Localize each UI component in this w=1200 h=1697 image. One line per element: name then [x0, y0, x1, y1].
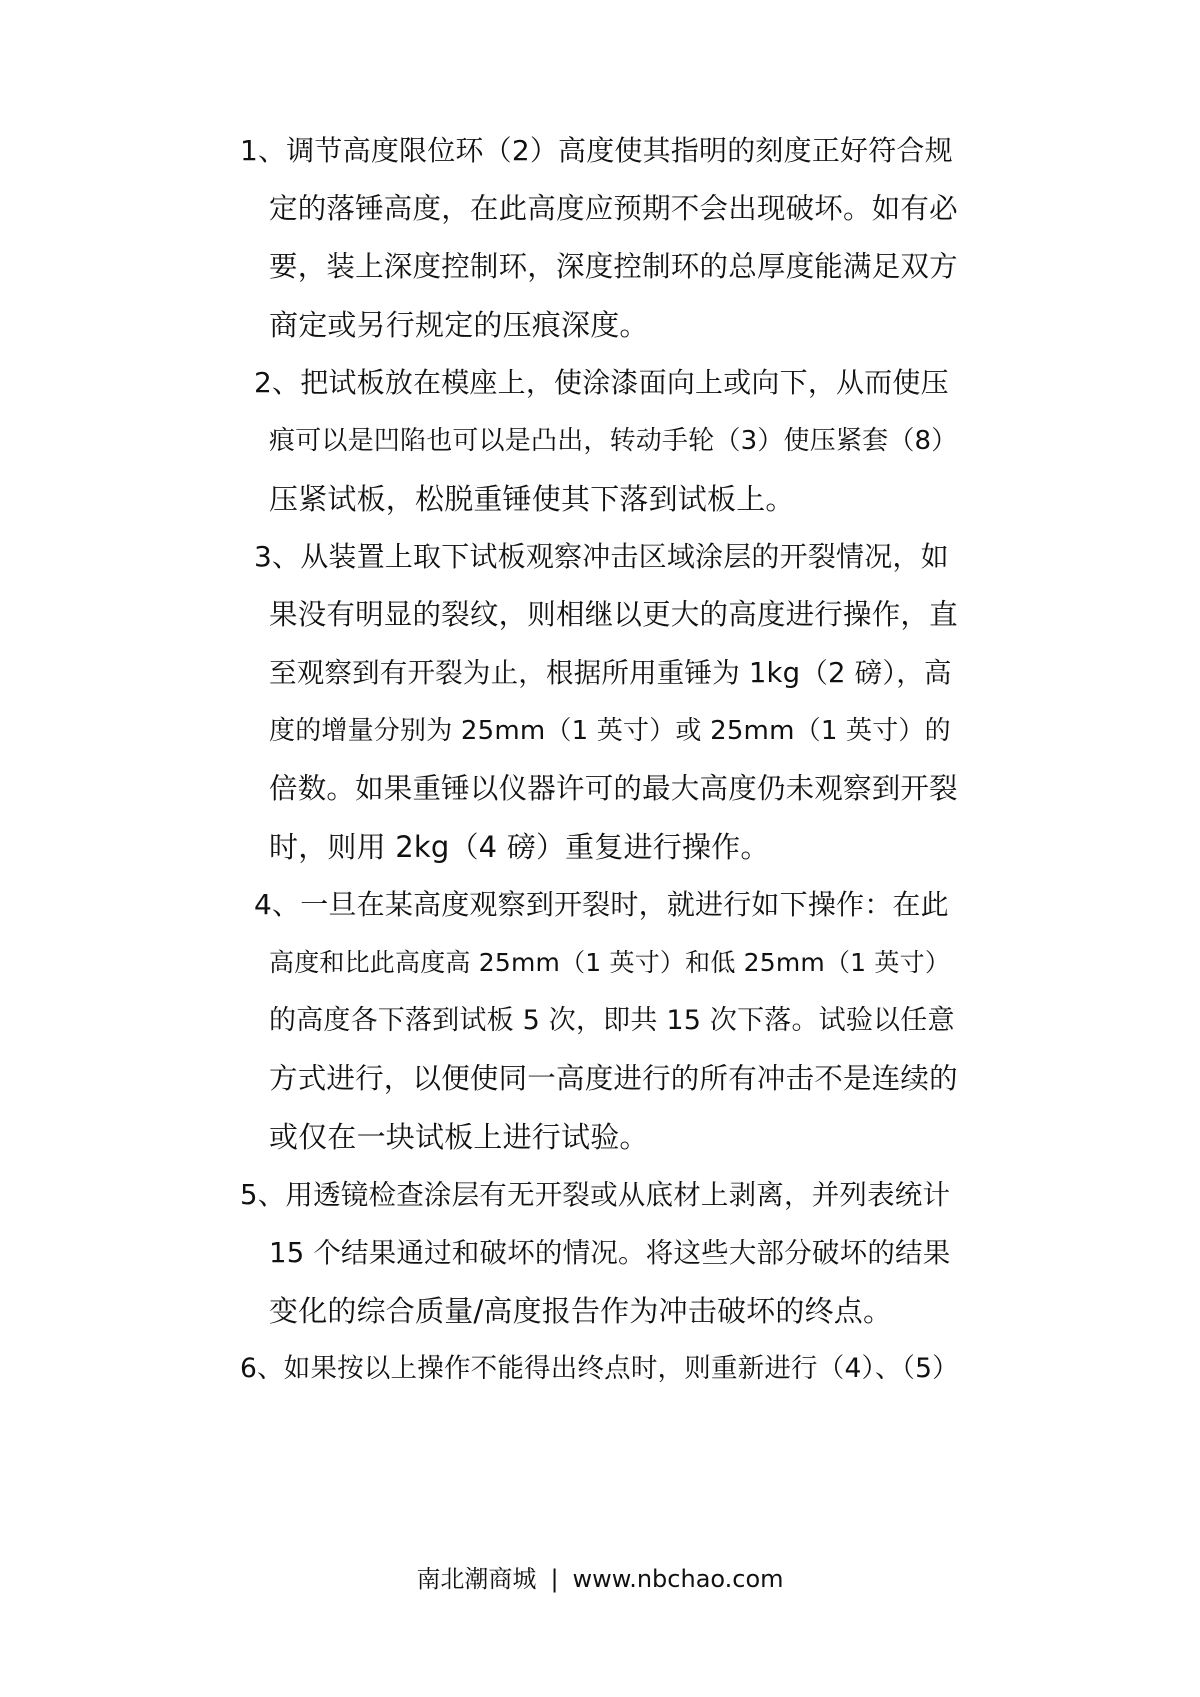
step-2-line-3: 压紧试板，松脱重锤使其下落到试板上。	[269, 482, 795, 516]
step-3-line-4: 度的增量分别为 25mm（1 英寸）或 25mm（1 英寸）的	[269, 716, 951, 746]
page-footer	[0, 1564, 1200, 1594]
step-5-line-2: 15 个结果通过和破坏的情况。将这些大部分破坏的结果	[269, 1237, 951, 1269]
step-3-line-1: 3、从装置上取下试板观察冲击区域涂层的开裂情况，如	[254, 540, 949, 573]
step-1-line-3: 要，装上深度控制环，深度控制环的总厚度能满足双方	[269, 250, 958, 283]
step-4-line-2: 高度和比此高度高 25mm（1 英寸）和低 25mm（1 英寸）	[269, 948, 951, 977]
step-4-line-1: 4、一旦在某高度观察到开裂时，就进行如下操作：在此	[254, 888, 949, 921]
step-4-line-4: 方式进行，以便使同一高度进行的所有冲击不是连续的	[269, 1062, 958, 1095]
step-5-line-1: 5、用透镜检查涂层有无开裂或从底材上剥离，并列表统计	[240, 1179, 951, 1211]
step-4-line-3: 的高度各下落到试板 5 次，即共 15 次下落。试验以任意	[269, 1005, 955, 1036]
step-6-line-1: 6、如果按以上操作不能得出终点时，则重新进行（4）、（5）	[240, 1353, 959, 1384]
step-3-line-2: 果没有明显的裂纹，则相继以更大的高度进行操作，直	[269, 598, 958, 631]
footer-site-name: 南北潮商城	[416, 1565, 537, 1593]
step-1-line-1: 1、调节高度限位环（2）高度使其指明的刻度正好符合规	[240, 134, 953, 167]
step-3-line-5: 倍数。如果重锤以仪器许可的最大高度仍未观察到开裂	[269, 772, 958, 805]
step-1-line-4: 商定或另行规定的压痕深度。	[269, 308, 649, 342]
step-3-line-6: 时，则用 2kg（4 磅）重复进行操作。	[269, 830, 770, 864]
step-2-line-1: 2、把试板放在模座上，使涂漆面向上或向下，从而使压	[254, 366, 949, 399]
step-3-line-3: 至观察到有开裂为止，根据所用重锤为 1kg（2 磅），高	[269, 657, 952, 689]
step-5-line-3: 变化的综合质量/高度报告作为冲击破坏的终点。	[269, 1294, 893, 1328]
step-1-line-2: 定的落锤高度，在此高度应预期不会出现破坏。如有必	[269, 192, 958, 225]
footer-separator: |	[550, 1565, 559, 1593]
step-2-line-2: 痕可以是凹陷也可以是凸出，转动手轮（3）使压紧套（8）	[269, 426, 958, 456]
step-4-line-5: 或仅在一块试板上进行试验。	[269, 1120, 649, 1154]
footer-url-link[interactable]: www.nbchao.com	[572, 1565, 784, 1593]
